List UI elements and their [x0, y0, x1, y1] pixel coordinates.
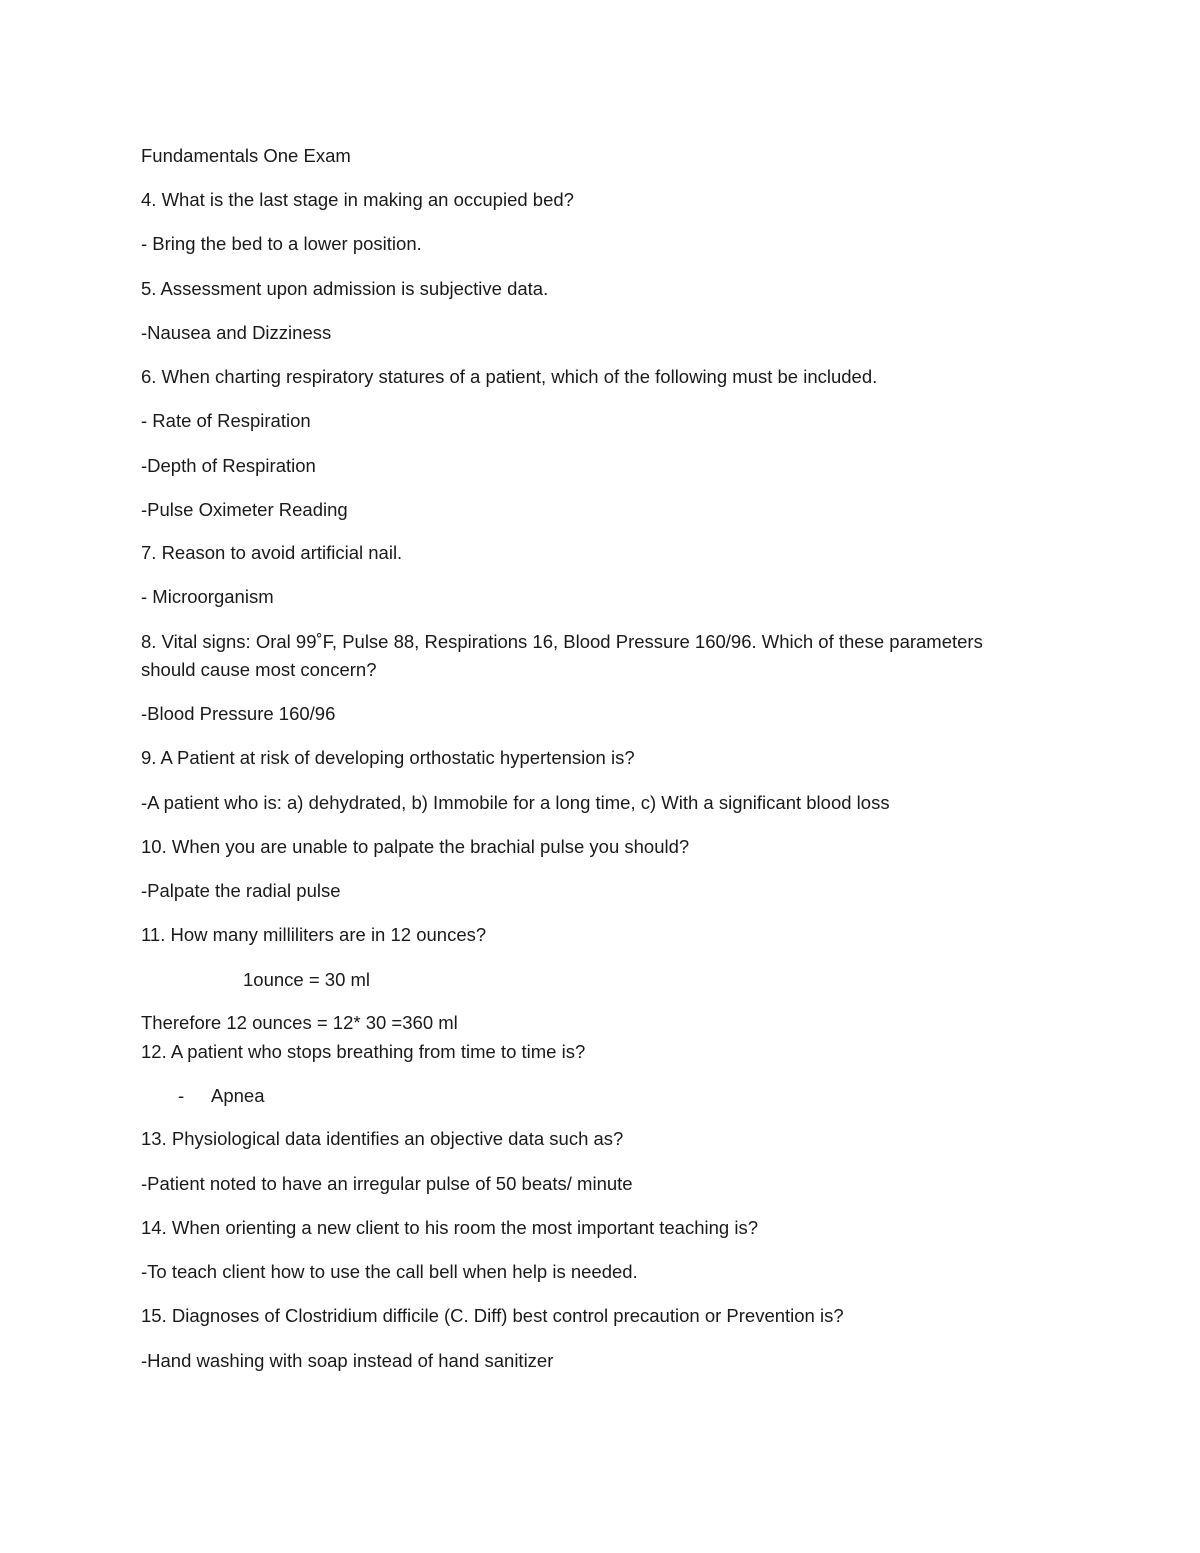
bullet-dash: - — [178, 1085, 185, 1106]
question-6: 6. When charting respiratory statures of a patient, which of the following must be included. — [141, 366, 878, 387]
answer-15: -Hand washing with soap instead of hand sanitizer — [141, 1350, 554, 1371]
question-11: 11. How many milliliters are in 12 ounces? — [141, 924, 487, 945]
answer-8: -Blood Pressure 160/96 — [141, 703, 336, 724]
answer-6-rate: - Rate of Respiration — [141, 410, 311, 431]
answer-9: -A patient who is: a) dehydrated, b) Immobile for a long time, c) With a significant blood loss — [141, 792, 890, 813]
question-8: 8. Vital signs: Oral 99˚F, Pulse 88, Respirations 16, Blood Pressure 160/96. Which of these parameters should cause most concern? — [141, 631, 983, 680]
question-10: 10. When you are unable to palpate the brachial pulse you should? — [141, 836, 690, 857]
answer-4: - Bring the bed to a lower position. — [141, 233, 422, 254]
question-15: 15. Diagnoses of Clostridium difficile (C. Diff) best control precaution or Prevention is? — [141, 1305, 844, 1326]
document-title: Fundamentals One Exam — [141, 145, 351, 166]
question-5: 5. Assessment upon admission is subjective data. — [141, 278, 549, 299]
answer-10: -Palpate the radial pulse — [141, 880, 341, 901]
answer-5: -Nausea and Dizziness — [141, 322, 332, 343]
question-12: 12. A patient who stops breathing from time to time is? — [141, 1041, 586, 1062]
question-13: 13. Physiological data identifies an objective data such as? — [141, 1128, 624, 1149]
answer-12: Apnea — [211, 1085, 265, 1106]
question-7: 7. Reason to avoid artificial nail. — [141, 542, 403, 563]
question-9: 9. A Patient at risk of developing orthostatic hypertension is? — [141, 747, 635, 768]
answer-6-oximeter: -Pulse Oximeter Reading — [141, 499, 348, 520]
answer-11: Therefore 12 ounces = 12* 30 =360 ml — [141, 1012, 458, 1033]
answer-7: - Microorganism — [141, 586, 274, 607]
answer-6-depth: -Depth of Respiration — [141, 455, 316, 476]
answer-13: -Patient noted to have an irregular pulse of 50 beats/ minute — [141, 1173, 633, 1194]
question-4: 4. What is the last stage in making an occupied bed? — [141, 189, 574, 210]
answer-14: -To teach client how to use the call bell when help is needed. — [141, 1261, 638, 1282]
conversion-note: 1ounce = 30 ml — [243, 969, 371, 990]
question-14: 14. When orienting a new client to his room the most important teaching is? — [141, 1217, 758, 1238]
